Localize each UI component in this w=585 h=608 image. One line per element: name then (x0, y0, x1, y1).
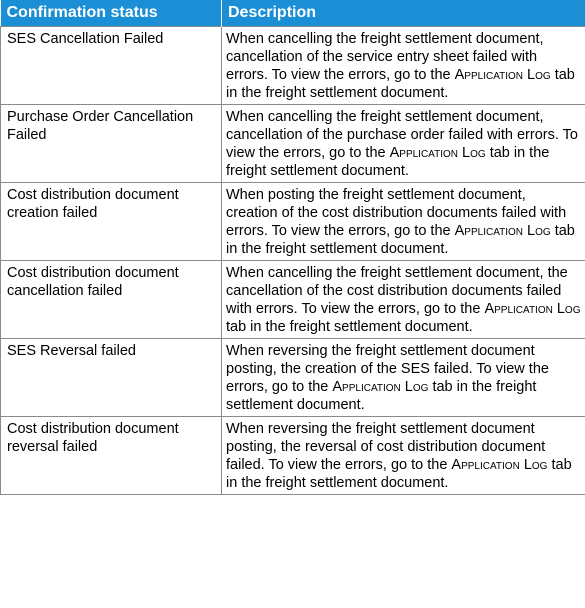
description-text: When posting the freight settlement document, creation of the cost distribution documents failed with errors. To view the errors, go to the (226, 187, 567, 239)
table-row (1, 27, 585, 105)
description-cell (222, 261, 585, 339)
application-log-tab-ref: Application Log (389, 145, 486, 161)
description-text: When reversing the freight settlement document posting, the creation of the SES failed. To view the errors, go to the (226, 343, 549, 395)
application-log-tab-ref: Application Log (454, 67, 551, 83)
description-text: tab in the freight settlement document. (226, 67, 575, 101)
description-text: tab in the freight settlement document. (226, 145, 550, 179)
table-row (1, 105, 585, 183)
description-cell (222, 417, 585, 495)
application-log-tab-ref: Application Log (454, 223, 551, 239)
status-cell: Cost distribution document creation failed (1, 183, 222, 261)
description-text: tab in the freight settlement document. (226, 319, 473, 335)
description-text: When cancelling the freight settlement document, the cancellation of the cost distribution documents failed with errors. To view the errors, go to the (226, 265, 568, 317)
status-cell: Purchase Order Cancellation Failed (1, 105, 222, 183)
header-row (1, 0, 585, 27)
description-cell (222, 183, 585, 261)
header-confirmation-status: Confirmation status (1, 0, 222, 27)
status-cell: SES Cancellation Failed (1, 27, 222, 105)
description-text: tab in the freight settlement document. (226, 223, 575, 257)
status-cell: Cost distribution document reversal failed (1, 417, 222, 495)
application-log-tab-ref: Application Log (484, 301, 581, 317)
description-text: tab in the freight settlement document. (226, 379, 537, 413)
table-row (1, 183, 585, 261)
application-log-tab-ref: Application Log (451, 457, 548, 473)
description-cell (222, 339, 585, 417)
status-cell: SES Reversal failed (1, 339, 222, 417)
table-row (1, 417, 585, 495)
table-header (1, 0, 585, 27)
table-row (1, 261, 585, 339)
description-text: tab in the freight settlement document. (226, 457, 572, 491)
description-text: When reversing the freight settlement document posting, the reversal of cost distribution document failed. To view the errors, go to the (226, 421, 546, 473)
table-row (1, 339, 585, 417)
description-cell (222, 105, 585, 183)
description-text: When cancelling the freight settlement document, cancellation of the service entry sheet failed with errors. To view the errors, go to the (226, 31, 544, 83)
table-body (1, 27, 585, 495)
description-text: When cancelling the freight settlement document, cancellation of the purchase order failed with errors. To view the errors, go to the (226, 109, 578, 161)
description-cell (222, 27, 585, 105)
status-cell: Cost distribution document cancellation failed (1, 261, 222, 339)
header-description: Description (222, 0, 585, 27)
application-log-tab-ref: Application Log (332, 379, 429, 395)
